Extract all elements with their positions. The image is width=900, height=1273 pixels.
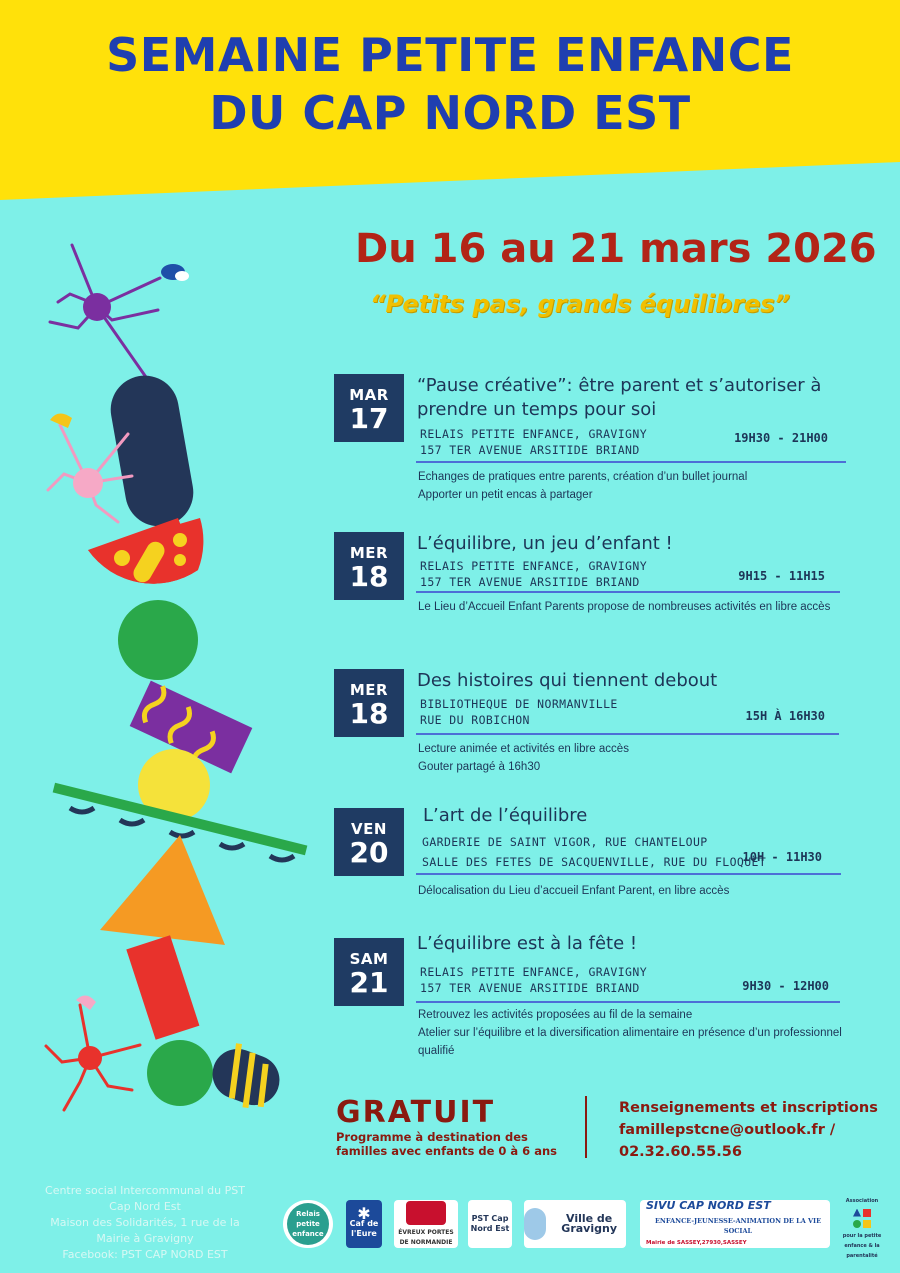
location-line-1: RELAIS PETITE ENFANCE, GRAVIGNY xyxy=(420,427,648,441)
weekday: SAM xyxy=(349,950,389,968)
weekday: MAR xyxy=(349,386,389,404)
location-line-1: BIBLIOTHEQUE DE NORMANVILLE xyxy=(420,697,618,711)
contact-phone[interactable]: 02.32.60.55.56 xyxy=(619,1144,742,1160)
gravigny-logo-text: Ville de Gravigny xyxy=(561,1212,617,1235)
description-line-2: Atelier sur l’équilibre et la diversification alimentaire en présence d’un professionnel xyxy=(418,1027,842,1039)
caf-logo: ✱ Caf de l'Eure xyxy=(346,1200,382,1248)
footer-line-3: Maison des Solidarités, 1 rue de la xyxy=(50,1216,240,1229)
event-description xyxy=(418,740,858,776)
description-line-3: qualifié xyxy=(418,1045,455,1057)
day-number: 21 xyxy=(349,966,389,999)
location-line-1: GARDERIE DE SAINT VIGOR, RUE CHANTELOUP xyxy=(422,835,708,849)
description-line-1: Retrouvez les activités proposées au fil de la semaine xyxy=(418,1009,693,1021)
balancing-figures-illustration xyxy=(40,240,320,1120)
gravigny-logo xyxy=(524,1200,626,1248)
contact-title: Renseignements et inscriptions xyxy=(619,1100,878,1116)
date-badge xyxy=(334,938,404,1006)
description-line-1: Echanges de pratiques entre parents, création d’un bullet journal xyxy=(418,471,748,483)
event-card xyxy=(334,933,854,1068)
event-title: Des histoires qui tiennent debout xyxy=(417,670,718,691)
event-description xyxy=(418,468,858,504)
divider xyxy=(416,1001,840,1003)
title-line-2: DU CAP NORD EST xyxy=(209,86,691,140)
date-badge xyxy=(334,669,404,737)
description-line-1: Le Lieu d’Accueil Enfant Parents propose de nombreuses activités en libre accès xyxy=(418,601,831,613)
location-line-1: RELAIS PETITE ENFANCE, GRAVIGNY xyxy=(420,559,648,573)
day-number: 18 xyxy=(349,697,389,730)
pst-logo: PST Cap Nord Est xyxy=(468,1200,512,1248)
weekday: VEN xyxy=(351,820,387,838)
footer-line-2: Cap Nord Est xyxy=(109,1200,181,1213)
event-card xyxy=(334,532,854,622)
title-line-1: SEMAINE PETITE ENFANCE xyxy=(106,28,794,82)
event-title-line-1: “Pause créative”: être parent et s’autoriser à xyxy=(417,375,822,396)
description-line-1: Lecture animée et activités en libre accès xyxy=(418,743,629,755)
weekday: MER xyxy=(349,544,389,562)
evreux-logo xyxy=(394,1200,458,1248)
event-location xyxy=(420,426,647,458)
event-time: 19H30 - 21H00 xyxy=(734,431,828,445)
location-line-1: RELAIS PETITE ENFANCE, GRAVIGNY xyxy=(420,965,648,979)
weekday: MER xyxy=(349,681,389,699)
event-card xyxy=(334,805,854,903)
sivu-logo-title: SIVU CAP NORD EST xyxy=(646,1198,771,1212)
event-theme: “Petits pas, grands équilibres” xyxy=(370,290,790,318)
divider xyxy=(416,591,840,593)
sivu-logo xyxy=(640,1200,830,1248)
sivu-logo-address: Mairie de SASSEY,27930,SASSEY xyxy=(646,1239,747,1246)
organizer-info xyxy=(30,1183,260,1263)
event-dates: Du 16 au 21 mars 2026 xyxy=(355,226,877,272)
event-location xyxy=(422,832,766,872)
sivu-logo-subtitle: ENFANCE-JEUNESSE-ANIMATION DE LA VIE SOCIAL xyxy=(654,1216,822,1235)
date-badge xyxy=(334,532,404,600)
event-time: 9H15 - 11H15 xyxy=(738,569,825,583)
location-line-2: 157 TER AVENUE ARSITIDE BRIAND xyxy=(420,443,640,457)
event-card xyxy=(334,669,854,779)
day-number: 20 xyxy=(349,836,389,869)
association-logo-subtitle: pour la petite enfance & la parentalité xyxy=(842,1232,882,1259)
date-badge xyxy=(334,374,404,442)
relais-logo-text: Relais petite enfance xyxy=(287,1203,329,1245)
relais-logo xyxy=(283,1200,333,1248)
location-line-2: 157 TER AVENUE ARSITIDE BRIAND xyxy=(420,575,640,589)
event-description xyxy=(418,598,858,616)
page-title xyxy=(0,26,900,142)
description-line-2: Gouter partagé à 16h30 xyxy=(418,761,541,773)
footer-line-1: Centre social Intercommunal du PST xyxy=(45,1184,245,1197)
event-location xyxy=(420,696,618,728)
location-line-2: SALLE DES FETES DE SACQUENVILLE, RUE DU FLOQUET xyxy=(422,855,767,869)
divider xyxy=(416,873,841,875)
association-logo xyxy=(842,1198,882,1258)
caf-logo-text: Caf de l'Eure xyxy=(349,1219,379,1238)
event-location xyxy=(420,558,647,590)
vertical-divider xyxy=(585,1096,587,1158)
event-location xyxy=(420,964,647,996)
event-description xyxy=(418,1006,858,1060)
free-label: GRATUIT xyxy=(336,1095,496,1130)
event-time: 15H À 16H30 xyxy=(745,709,825,723)
event-title-line-2: prendre un temps pour soi xyxy=(417,399,657,420)
event-card xyxy=(334,374,854,504)
event-time: 9H30 - 12H00 xyxy=(742,979,829,993)
audience-note: Programme à destination des familles avec enfants de 0 à 6 ans xyxy=(336,1130,557,1158)
divider xyxy=(416,733,839,735)
footer-line-5: Facebook: PST CAP NORD EST xyxy=(62,1248,228,1261)
event-description xyxy=(418,882,858,900)
event-title: L’équilibre, un jeu d’enfant ! xyxy=(417,533,673,554)
location-line-2: RUE DU ROBICHON xyxy=(420,713,530,727)
event-time: 10H - 11H30 xyxy=(742,850,822,864)
day-number: 17 xyxy=(349,402,389,435)
divider xyxy=(416,461,846,463)
footer-line-4: Mairie à Gravigny xyxy=(96,1232,194,1245)
event-title: L’art de l’équilibre xyxy=(423,805,588,826)
day-number: 18 xyxy=(349,560,389,593)
event-title xyxy=(417,374,821,422)
description-line-1: Délocalisation du Lieu d’accueil Enfant Parent, en libre accès xyxy=(418,885,730,897)
association-logo-label: Association xyxy=(845,1197,879,1204)
date-badge xyxy=(334,808,404,876)
location-line-2: 157 TER AVENUE ARSITIDE BRIAND xyxy=(420,981,640,995)
contact-block xyxy=(619,1097,878,1163)
evreux-logo-text: ÉVREUX PORTES DE NORMANDIE xyxy=(398,1228,454,1246)
event-title: L’équilibre est à la fête ! xyxy=(417,933,638,954)
contact-email[interactable]: famillepstcne@outlook.fr / xyxy=(619,1122,836,1138)
description-line-2: Apporter un petit encas à partager xyxy=(418,489,593,501)
